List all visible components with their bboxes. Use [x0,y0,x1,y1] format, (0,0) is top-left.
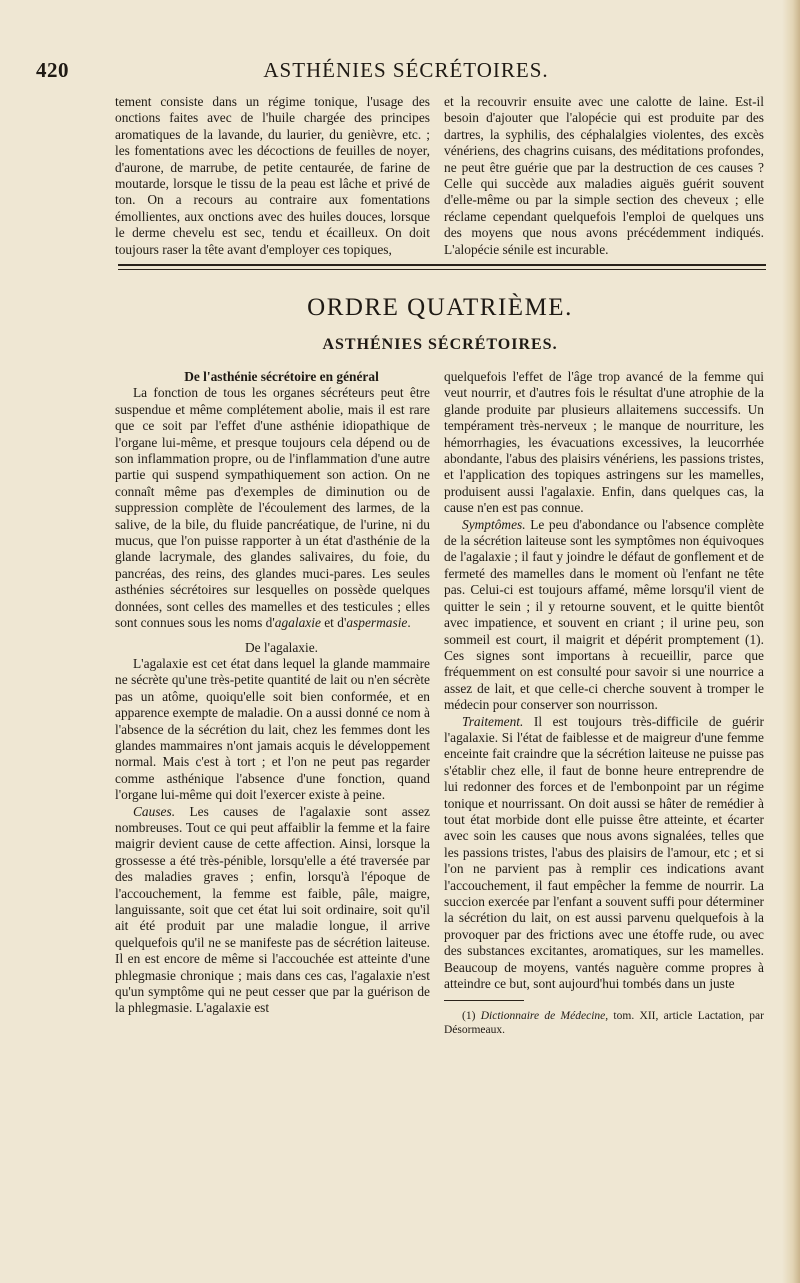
top-left-column [115,94,430,258]
left-column [115,369,430,1017]
subsection-heading: De l'agalaxie. [244,639,319,655]
paragraph: Traitement. Il est toujours très-difficile de guérir l'agalaxie. Si l'état de faiblesse et de maigreur d'une femme enceinte fait craindre que la sécrétion laiteuse ne puisse pas s'établir chez elle, il faut de bonne heure entreprendre de lui redonner des forces et de l'embonpoint par un régime tonique et nourrissant. On doit aussi se hâter de remédier à tout état morbide dont elle puisse être atteinte, et écarter avec soin les causes que nous avons signalées, telles que les passions tristes, l'abus des plaisirs de l'amour, etc ; et si l'on ne parvient pas à remplir ces indications avant l'accouchement, il faut empêcher la femme de nourrir. La succion exercée par l'enfant a souvent suffi pour déterminer la sécrétion du lait, on est aussi parvenu quelquefois à la provoquer par des frictions avec une étoffe rude, ou avec des substances excitantes, aromatiques, sur les mamelles. Beaucoup de moyens, vantés naguère comme propres à atteindre ce but, sont aujourd'hui tombés dans un juste [444,713,764,992]
paragraph: tement consiste dans un régime tonique, l'usage des onctions faites avec de l'huile chargée des principes aromatiques de la lavande, du laurier, du genièvre, etc. ; les fomentations avec les décoctions de feuilles de noyer, d'aurone, de marrube, de petite centaurée, de farine de moutarde, lorsque le tissu de la peau est lâche et privé de ton. On a recours au contraire aux fomentations émollientes, aux onctions avec des huiles douces, lorsque le derme chevelu est sec, tendu et écailleux. On doit toujours raser la tête avant d'employer ces topiques, [115,94,430,257]
footnote-divider [444,1000,524,1001]
paragraph: Causes. Les causes de l'agalaxie sont assez nombreuses. Tout ce qui peut affaiblir la femme et la faire maigrir devient cause de cette affection. Ainsi, lorsque la grossesse a été très-pénible, lorsqu'elle a été traversée par des maladies graves ; enfin, lorsqu'à l'époque de l'accouchement, la femme est faible, pâle, maigre, languissante, soit que cet état lui soit ordinaire, soit qu'il ait été produit par une maladie longue, il arrive quelquefois qu'il ne se manifeste pas de sécrétion laiteuse. Il en est encore de même si l'accouchée est atteinte d'une phlegmasie chronique ; mais dans ces cas, l'agalaxie n'est qu'un symptôme qui ne peut cesser que par la guérison de la phlegmasie. L'agalaxie est [115,803,430,1016]
footnote: (1) Dictionnaire de Médecine, tom. XII, article Lactation, par Désormeaux. [444,1010,764,1037]
section-title: ASTHÉNIES SÉCRÉTOIRES. [322,336,558,353]
section-divider [118,264,766,270]
right-column [444,369,764,1037]
paragraph: quelquefois l'effet de l'âge trop avancé de la femme qui veut nourrir, et d'autres fois le résultat d'une atrophie de la glande produite par plusieurs allaitemens successifs. Un tempérament très-nerveux ; le manque de nourriture, les hémorrhagies, les évacuations excessives, la leucorrhée abondante, l'abus des plaisirs vénériens, les passions tristes, et l'application des topiques astringens sur les mamelles, produisent aussi l'agalaxie. Enfin, dans quelques cas, la cause n'en est pas connue. [444,369,764,516]
paragraph-label: Causes. [133,803,176,819]
order-title: ORDRE QUATRIÈME. [307,294,573,321]
term-aspermasie: aspermasie [346,615,408,631]
paragraph-label: Traitement. [462,713,524,729]
paragraph: La fonction de tous les organes sécréteurs peut être suspendue et même complétement abolie, mais il est rare que ce soit par l'effet d'une asthénie idiopathique de l'organe lui-même, et presque toujours cela dépend ou de son inflammation propre, ou de l'inflammation d'une autre partie qui suspend sympathiquement son action. On ne connaît même pas d'exemples de diminution ou de suppression complète de l'écoulement des larmes, de la salive, de la bile, du fluide pancréatique, de l'urine, ni du mucus, que l'on puisse rapporter à un état d'asthénie de la glande lacrymale, des glandes salivaires, du foie, du pancréas, des reins, des glandes muci-pares. Les seules asthénies sécrétoires sur lesquelles on possède quelques données, sont celles des mamelles et des testicules ; elles sont connues sous les noms d'agalaxie et d'aspermasie. [115,385,430,631]
paragraph: Symptômes. Le peu d'abondance ou l'absence complète de la sécrétion laiteuse sont les symptômes non équivoques de l'agalaxie ; il faut y joindre le défaut de gonflement et de fermeté des mamelles dans le moment où l'enfant ne tête pas. Celui-ci est toujours affamé, même lorsqu'il vient de quitter le sein ; il y retourne souvent, et le quitte bientôt avec impatience, et souvent en criant ; il urine peu, son sommeil est court, il maigrit et dépérit promptement (1). Ces signes sont importans à recueillir, parce que fréquemment on est consulté pour savoir si une nourrice a assez de lait, et que celle-ci cherche souvent à tromper le médecin pour conserver son nourrisson. [444,516,764,713]
paragraph: et la recouvrir ensuite avec une calotte de laine. Est-il besoin d'ajouter que l'alopécie qui est produite par des dartres, la syphilis, des céphalalgies violentes, des excès vénériens, des chagrins cuisans, des méditations profondes, ne peut être guérie que par la destruction de ces causes ? Celle qui succède aux maladies aiguës guérit souvent d'elle-même ou par la simple section des cheveux ; elle réclame cependant quelquefois l'emploi de quelques uns des moyens que nous avons précédemment indiqués. L'alopécie sénile est incurable. [444,94,764,257]
running-title: ASTHÉNIES SÉCRÉTOIRES. [263,58,549,82]
paragraph-label: Symptômes. [462,516,526,532]
subsection-heading: De l'asthénie sécrétoire en général [184,369,379,384]
term-agalaxie: agalaxie [274,615,321,631]
page-edge-shadow [782,0,800,1283]
page-header [36,58,776,88]
paragraph: L'agalaxie est cet état dans lequel la glande mammaire ne sécrète qu'une très-petite quantité de lait ou n'en sécrète pas un atôme, quoiqu'elle soit bien conformée, et en apparence exempte de maladie. On a aussi donné ce nom à l'absence de la sécrétion du lait, chez les femmes dont les glandes mammaires n'ont jamais acquis le développement normal. Mais c'est à tort ; et l'on ne peut pas regarder comme asthénique l'absence d'une fonction, quand l'organe lui-même qui doit l'exercer existe à peine. [115,655,430,803]
top-right-column [444,94,764,258]
page-number: 420 [36,58,69,82]
